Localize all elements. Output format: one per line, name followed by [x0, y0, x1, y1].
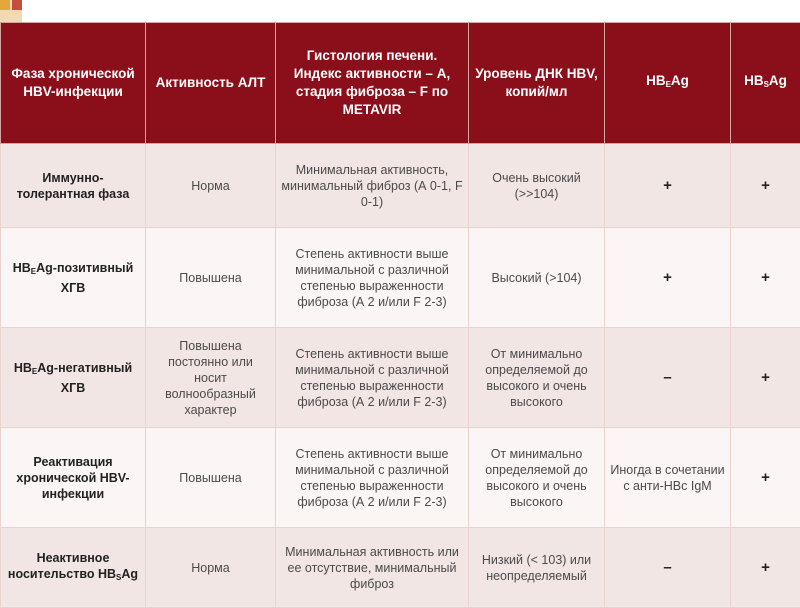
table-row — [1, 144, 800, 228]
cell-alt: Норма — [146, 528, 276, 608]
cell-histology: Минимальная активность или ее отсутствие, минимальный фиброз — [276, 528, 469, 608]
cell-hbsag: + — [731, 528, 800, 608]
cell-hbeag: + — [605, 144, 731, 228]
cell-phase: $HB_EAg$-негативный ХГВ — [1, 328, 146, 428]
cell-dna: Очень высокий (>>104) — [469, 144, 605, 228]
cell-dna: Высокий (>104) — [469, 228, 605, 328]
cell-histology: Минимальная активность, минимальный фиброз (А 0-1, F 0-1) — [276, 144, 469, 228]
table-row — [1, 328, 800, 428]
cell-hbsag: + — [731, 228, 800, 328]
cell-hbeag: Иногда в сочетании с анти-HBc IgM — [605, 428, 731, 528]
cell-phase: Реактивация хронической HBV-инфекции — [1, 428, 146, 528]
cell-phase: $HB_EAg$-позитивный ХГВ — [1, 228, 146, 328]
cell-alt: Повышена — [146, 428, 276, 528]
cell-dna: От минимально определяемой до высокого и очень высокого — [469, 328, 605, 428]
header-hbsag: $HB_SAg$ — [731, 23, 800, 144]
table-row — [1, 228, 800, 328]
cell-hbeag: – — [605, 528, 731, 608]
table-row — [1, 428, 800, 528]
corner-square-orange — [0, 0, 10, 10]
cell-phase: Неактивное носительство $HB_SAg$ — [1, 528, 146, 608]
cell-hbsag: + — [731, 428, 800, 528]
table-row — [1, 528, 800, 608]
corner-square-red — [12, 0, 22, 10]
cell-dna: Низкий (< 103) или неопределяемый — [469, 528, 605, 608]
header-alt: Активность АЛТ — [146, 23, 276, 144]
cell-dna: От минимально определяемой до высокого и очень высокого — [469, 428, 605, 528]
cell-histology: Степень активности выше минимальной с различной степенью выраженности фиброза (А 2 и/или F 2-3) — [276, 428, 469, 528]
cell-alt: Повышена — [146, 228, 276, 328]
cell-alt: Повышена постоянно или носит волнообразный характер — [146, 328, 276, 428]
cell-alt: Норма — [146, 144, 276, 228]
hbv-phases-table — [0, 22, 800, 608]
cell-histology: Степень активности выше минимальной с различной степенью выраженности фиброза (А 2 и/или F 2-3) — [276, 328, 469, 428]
table-header-row — [1, 23, 800, 144]
cell-hbeag: + — [605, 228, 731, 328]
cell-hbeag: – — [605, 328, 731, 428]
cell-histology: Степень активности выше минимальной с различной степенью выраженности фиброза (А 2 и/или F 2-3) — [276, 228, 469, 328]
header-dna: Уровень ДНК HBV, копий/мл — [469, 23, 605, 144]
header-histology: Гистология печени. Индекс активности – А, стадия фиброза – F по METAVIR — [276, 23, 469, 144]
cell-hbsag: + — [731, 144, 800, 228]
cell-phase: Иммунно-толерантная фаза — [1, 144, 146, 228]
header-phase: Фаза хронической HBV-инфекции — [1, 23, 146, 144]
header-hbeag: $HB_EAg$ — [605, 23, 731, 144]
cell-hbsag: + — [731, 328, 800, 428]
